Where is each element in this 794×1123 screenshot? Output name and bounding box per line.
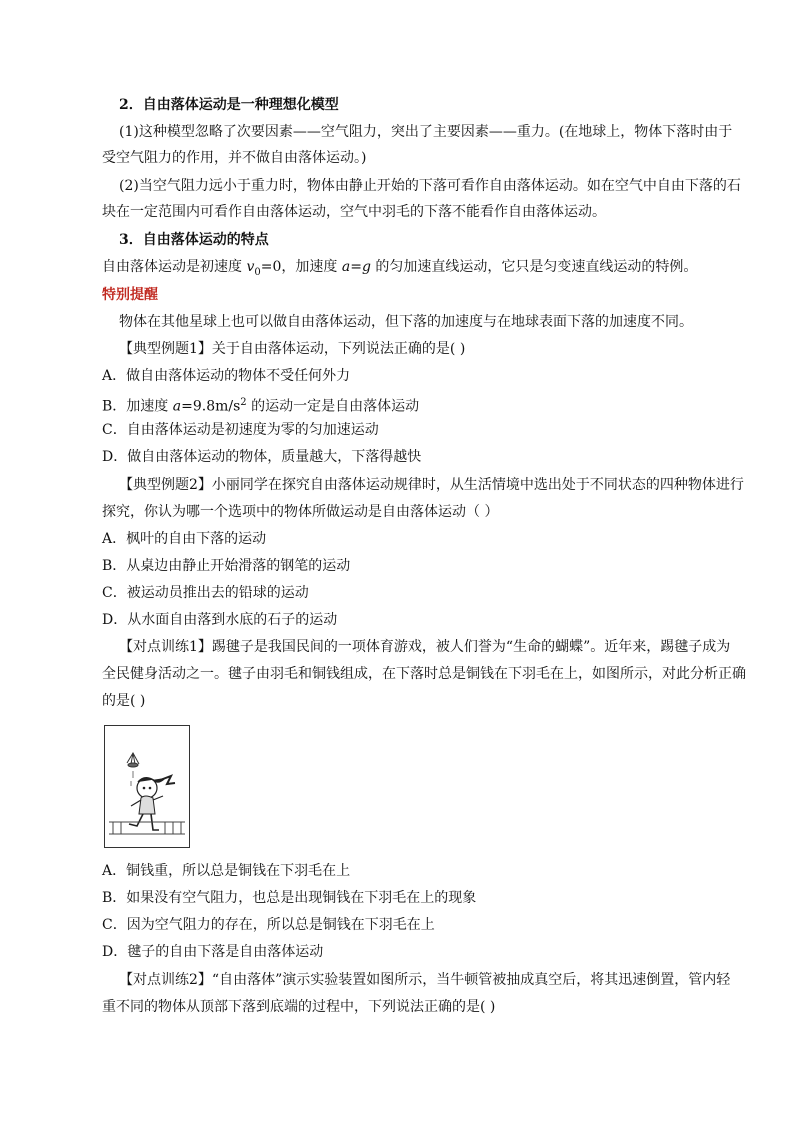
kid-kicking-shuttlecock-illustration bbox=[105, 726, 189, 847]
option-c: C．自由落体运动是初速度为零的匀加速运动 bbox=[102, 422, 379, 438]
example-2-question: 【典型例题2】小丽同学在探究自由落体运动规律时，从生活情境中选出处于不同状态的四种物体进行 bbox=[119, 477, 744, 493]
option-b: B．如果没有空气阻力，也总是出现铜钱在下羽毛在上的现象 bbox=[102, 890, 477, 906]
option-b: B．加速度 $a=9.8m/s^2$ 的运动一定是自由落体运动 bbox=[102, 397, 420, 415]
option-c: C．被运动员推出去的铅球的运动 bbox=[102, 585, 309, 601]
reminder-title: 特别提醒 bbox=[102, 287, 158, 303]
option-b: B．从桌边由静止开始滑落的钢笔的运动 bbox=[102, 558, 351, 574]
example-2-question-cont: 探究，你认为哪一个选项中的物体所做运动是自由落体运动（ ） bbox=[102, 504, 499, 520]
paragraph-line: 受空气阻力的作用，并不做自由落体运动。) bbox=[102, 150, 367, 166]
section-heading-ideal-model: 2．自由落体运动是一种理想化模型 bbox=[119, 97, 339, 113]
option-c: C．因为空气阻力的存在，所以总是铜钱在下羽毛在上 bbox=[102, 917, 435, 933]
shuttlecock-figure bbox=[104, 725, 190, 848]
option-a: A．铜钱重，所以总是铜钱在下羽毛在上 bbox=[102, 863, 351, 879]
option-a: A．枫叶的自由下落的运动 bbox=[102, 531, 267, 547]
training-1-question-cont: 全民健身活动之一。毽子由羽毛和铜钱组成，在下落时总是铜钱在下羽毛在上，如图所示，对此分析正确 bbox=[102, 666, 746, 682]
paragraph-line: 块在一定范围内可看作自由落体运动，空气中羽毛的下落不能看作自由落体运动。 bbox=[102, 204, 606, 220]
option-d: D．从水面自由落到水底的石子的运动 bbox=[102, 612, 338, 628]
paragraph-line: (2)当空气阻力远小于重力时，物体由静止开始的下落可看作自由落体运动。如在空气中自由下落的石 bbox=[119, 178, 741, 194]
paragraph-line: (1)这种模型忽略了次要因素——空气阻力，突出了主要因素——重力。(在地球上，物体下落时由于 bbox=[119, 124, 733, 140]
reminder-text: 物体在其他星球上也可以做自由落体运动，但下落的加速度与在地球表面下落的加速度不同。 bbox=[119, 314, 693, 330]
section-heading-features: 3．自由落体运动的特点 bbox=[119, 232, 269, 248]
option-d: D．做自由落体运动的物体，质量越大，下落得越快 bbox=[102, 449, 422, 465]
example-1-question: 【典型例题1】关于自由落体运动，下列说法正确的是( ) bbox=[119, 341, 466, 357]
training-2-question-cont: 重不同的物体从顶部下落到底端的过程中，下列说法正确的是( ) bbox=[102, 999, 496, 1015]
option-a: A．做自由落体运动的物体不受任何外力 bbox=[102, 368, 351, 384]
training-1-question: 【对点训练1】踢毽子是我国民间的一项体育游戏，被人们誉为“生命的蝴蝶”。近年来，踢毽子成为 bbox=[119, 639, 731, 655]
training-2-question: 【对点训练2】“自由落体”演示实验装置如图所示，当牛顿管被抽成真空后，将其迅速倒置，管内轻 bbox=[119, 972, 731, 988]
option-d: D．毽子的自由下落是自由落体运动 bbox=[102, 944, 324, 960]
training-1-question-cont: 的是( ) bbox=[102, 693, 146, 709]
paragraph-line: 自由落体运动是初速度 $v_0=0$，加速度 a=g 的匀加速直线运动，它只是匀变速直线运动的特例。 bbox=[102, 259, 698, 278]
